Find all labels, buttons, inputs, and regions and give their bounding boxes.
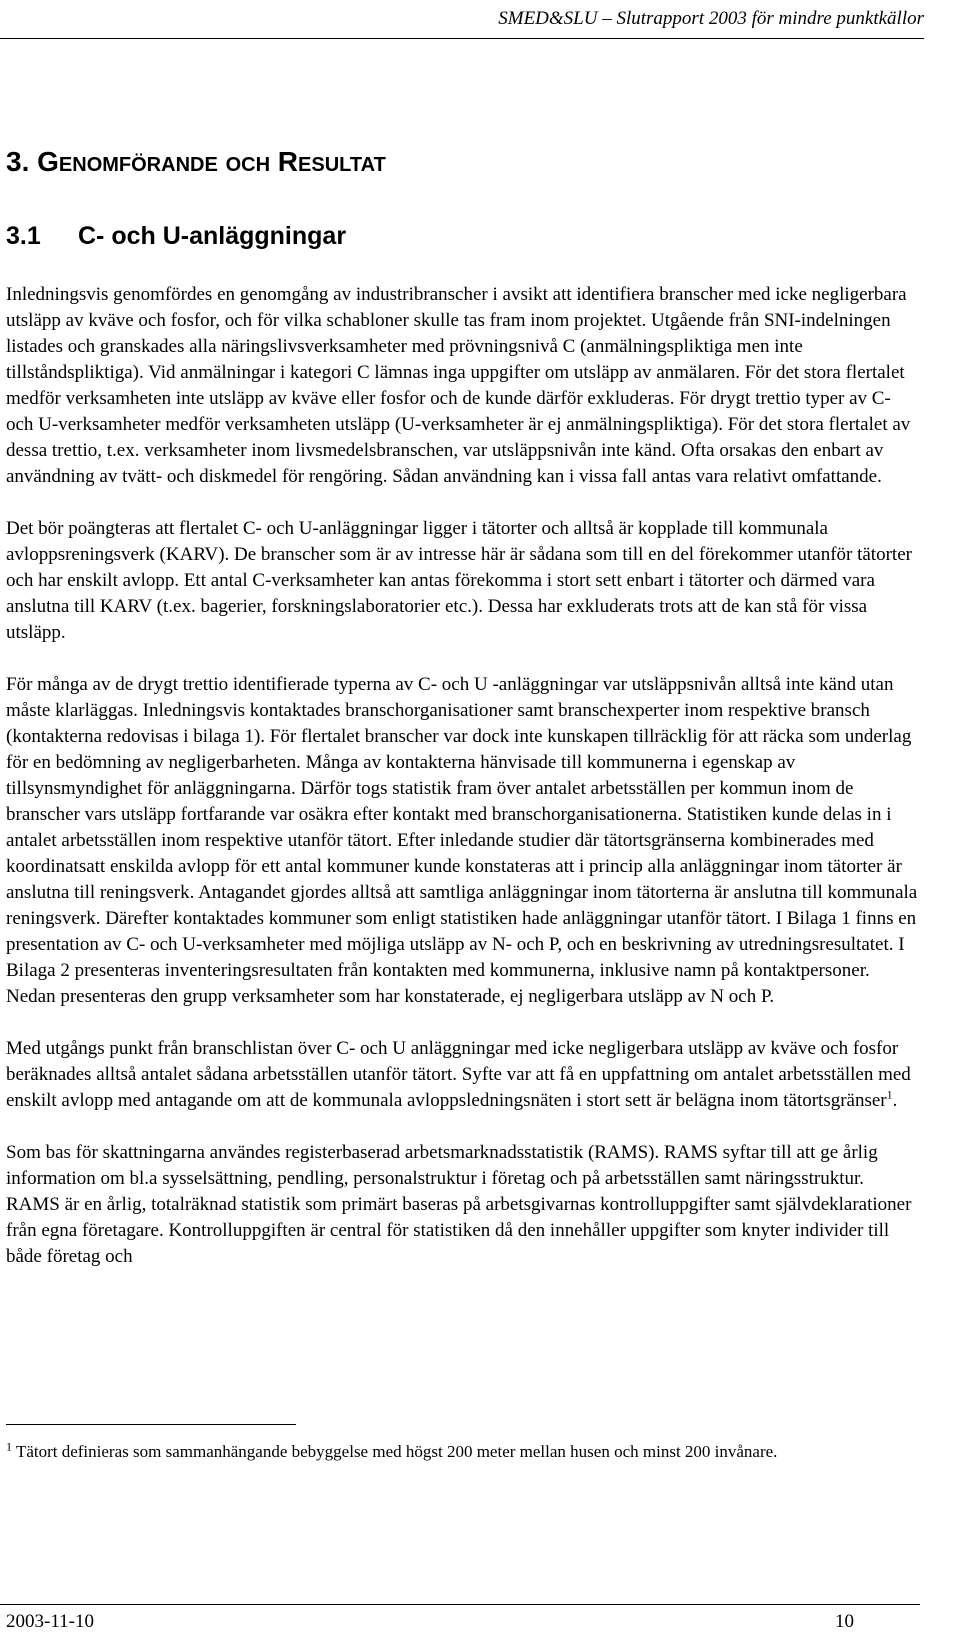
- page-number: 10: [835, 1611, 854, 1632]
- paragraph: Det bör poängteras att flertalet C- och U-anläggningar ligger i tätorter och alltså är kopplade till kommunala avloppsreningsverk (KARV). De branscher som är av intresse här är sådana som till en del förekommer utanför tätorter och har enskilt avlopp. Ett antal C-verksamheter kan antas förekomma i stort sett enbart i tätorter och därmed vara anslutna till KARV (t.ex. bagerier, forskningslaboratorier etc.). Dessa har exkluderats trots att de kan stå för vissa utsläpp.: [6, 518, 912, 643]
- section-number: 3.1: [6, 222, 41, 250]
- body-text: [6, 282, 918, 1296]
- paragraph-end: .: [892, 1090, 898, 1111]
- paragraph: För många av de drygt trettio identifierade typerna av C- och U -anläggningar var utsläppsnivån alltså inte känd utan måste klarläggas. Inledningsvis kontaktades branschorganisationer samt branschexperter inom respektive bransch (kontakterna redovisas i bilaga 1). För flertalet branscher var dock inte kunskapen tillräcklig för att räcka som underlag för en bedömning av negligerbarheten. Många av kontakterna hänvisade till kommunerna i egenskap av tillsynsmyndighet för anläggningarna. Därför togs statistik fram över antalet arbetsställen per kommun inom de branscher vars utsläpp fortfarande var osäkra efter kontakt med branschorganisationerna. Statistiken kunde delas in i antalet arbetsställen inom respektive utanför tätort. Efter inledande studier där tätortsgränserna kombinerades med koordinatsatt enskilda avlopp för ett antal kommuner kunde konstateras att i princip alla anläggningar inom tätorter är anslutna till reningsverk. Antagandet gjordes alltså att samtliga anläggningar inom tätorterna är anslutna till kommunala reningsverk. Därefter kontaktades kommuner som enligt statistiken hade anläggningar utanför tätort. I Bilaga 1 finns en presentation av C- och U-verksamheter med möjliga utsläpp av N- och P, och en beskrivning av utredningsresultatet. I Bilaga 2 presenteras inventeringsresultaten från kontakten med kommunerna, inklusive namn på kontaktpersoner. Nedan presenteras den grupp verksamheter som har konstaterade, ej negligerbara utsläpp av N och P.: [6, 674, 918, 1007]
- section-title: C- och U-anläggningar: [78, 222, 347, 250]
- footnote-reference[interactable]: 1: [886, 1087, 893, 1102]
- paragraph-text: Med utgångs punkt från branschlistan över C- och U anläggningar med icke negligerbara utsläpp av kväve och fosfor beräknades alltså antalet sådana arbetsställen utanför tätort. Syfte var att få en uppfattning om antalet arbetsställen med enskilt avlopp med antagande om att de kommunala avloppsledningsnäten i stort sett är belägna inom tätortsgränser: [6, 1038, 911, 1111]
- footnote-text: Tätort definieras som sammanhängande bebyggelse med högst 200 meter mellan husen och minst 200 invånare.: [12, 1442, 778, 1461]
- paragraph: [6, 1036, 918, 1114]
- running-header: SMED&SLU – Slutrapport 2003 för mindre punktkällor: [498, 8, 924, 29]
- paragraph: Som bas för skattningarna användes registerbaserad arbetsmarknadsstatistik (RAMS). RAMS syftar till att ge årlig information om bl.a sysselsättning, pendling, personalstruktur i företag och på arbetsställen samt näringsstruktur. RAMS är en årlig, totalräknad statistik som primärt baseras på arbetsgivarnas kontrolluppgifter samt självdeklarationer från egna företagare. Kontrolluppgiften är central för statistiken då den innehåller uppgifter som knyter individer till både företag och: [6, 1142, 912, 1267]
- footnote: [6, 1440, 906, 1463]
- footer-divider: [0, 1604, 920, 1605]
- footnote-marker: 1: [6, 1439, 12, 1454]
- footnote-divider: [6, 1424, 296, 1425]
- section-heading: [6, 222, 346, 251]
- paragraph: Inledningsvis genomfördes en genomgång av industribranscher i avsikt att identifiera branscher med icke negligerbara utsläpp av kväve och fosfor, och för vilka schabloner skulle tas fram inom projektet. Utgående från SNI-indelningen listades och granskades alla näringslivsverksamheter med prövningsnivå C (anmälningspliktiga men inte tillståndspliktiga). Vid anmälningar i kategori C lämnas inga uppgifter om utsläpp av anmälaren. För det stora flertalet medför verksamheten inte utsläpp av kväve eller fosfor och de kunde därför exkluderas. För drygt trettio typer av C- och U-verksamheter medför verksamheten utsläpp (U-verksamheter är ej anmälningspliktiga). För det stora flertalet av dessa trettio, t.ex. verksamheter inom livsmedelsbranschen, var utsläppsnivån inte känd. Ofta orsakas den enbart av användning av tvätt- och diskmedel för rengöring. Sådan användning kan i vissa fall antas vara relativt omfattande.: [6, 284, 911, 487]
- chapter-heading: 3. Genomförande och Resultat: [6, 146, 386, 177]
- footer-date: 2003-11-10: [6, 1611, 94, 1632]
- header-divider: [0, 38, 924, 39]
